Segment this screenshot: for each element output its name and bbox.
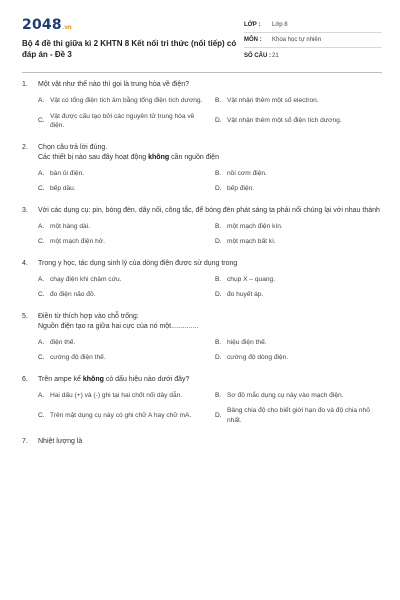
option-letter: B.: [215, 169, 222, 177]
option-letter: A.: [38, 169, 45, 177]
option-c[interactable]: [38, 184, 205, 194]
option-letter: D.: [215, 117, 222, 125]
question-number: 1.: [22, 81, 28, 88]
option-text: đo điện não đồ.: [50, 291, 96, 298]
meta-row-count: [244, 48, 382, 63]
option-c[interactable]: [38, 112, 205, 131]
question-5: [22, 312, 382, 363]
site-logo[interactable]: [22, 17, 242, 33]
option-a[interactable]: [38, 391, 205, 401]
question-6: [22, 375, 382, 426]
meta-row-subject: [244, 33, 382, 48]
question-1: [22, 80, 382, 131]
option-c[interactable]: [38, 290, 205, 300]
option-letter: B.: [215, 97, 222, 104]
question-emphasis: không: [148, 153, 170, 161]
option-letter: A.: [38, 275, 45, 283]
option-a[interactable]: [38, 338, 205, 348]
option-a[interactable]: [38, 275, 205, 285]
document-title: Bộ 4 đề thi giữa kì 2 KHTN 8 Kết nối tri thức (nối tiếp) có đáp án - Đề 3: [22, 39, 237, 59]
option-b[interactable]: [215, 391, 382, 401]
option-b[interactable]: [215, 96, 382, 106]
question-7: [22, 437, 382, 447]
question-number: 3.: [22, 206, 28, 214]
option-text: một mạch điện hở.: [50, 238, 105, 245]
option-c[interactable]: [38, 406, 205, 425]
option-d[interactable]: [215, 353, 382, 363]
option-c[interactable]: [38, 237, 205, 247]
meta-value: Khoa học tự nhiên: [272, 37, 322, 43]
option-letter: C.: [38, 291, 45, 298]
option-b[interactable]: [215, 338, 382, 348]
option-letter: C.: [38, 411, 45, 419]
option-text: Bảng chia độ cho biết giới hạn đo và độ chia nhỏ nhất.: [227, 407, 370, 424]
option-b[interactable]: [215, 222, 382, 232]
option-grid: [22, 391, 382, 426]
option-letter: D.: [215, 238, 222, 245]
option-text: Vật nhận thêm một số điện tích dương.: [227, 117, 342, 125]
question-text-line: Nguồn điện tạo ra giữa hai cực của nó một..............: [38, 322, 199, 330]
meta-key: MÔN :: [244, 37, 262, 43]
option-d[interactable]: [215, 112, 382, 131]
option-a[interactable]: [38, 222, 205, 232]
option-grid: [22, 96, 382, 131]
logo-text: 2048: [22, 17, 62, 33]
option-b[interactable]: [215, 275, 382, 285]
option-text: Vật nhận thêm một số electron.: [227, 97, 319, 104]
option-d[interactable]: [215, 290, 382, 300]
meta-key: LỚP :: [244, 22, 261, 28]
option-letter: A.: [38, 391, 45, 399]
question-text: Trong y học, tác dụng sinh lý của dòng điện được sử dụng trong: [38, 259, 238, 267]
option-text: hiệu điện thế.: [227, 338, 267, 346]
option-text: bếp dầu.: [50, 185, 76, 192]
option-letter: D.: [215, 354, 222, 361]
option-text: bàn ủi điện.: [50, 169, 85, 177]
question-text: [38, 143, 382, 163]
option-letter: B.: [215, 391, 222, 399]
meta-key: SỐ CÂU :: [244, 52, 271, 59]
option-letter: C.: [38, 185, 45, 192]
question-text-part: Trên ampe kế: [38, 375, 83, 383]
meta-value: Lớp 8: [272, 22, 288, 28]
document-header: [22, 14, 382, 63]
option-letter: A.: [38, 222, 45, 230]
option-a[interactable]: [38, 169, 205, 179]
option-letter: C.: [38, 238, 45, 245]
logo-suffix: .vn: [62, 25, 72, 31]
question-text: Một vật như thế nào thì gọi là trung hòa về điện?: [38, 81, 190, 88]
question-text-part: Các thiết bị nào sau đây hoạt động: [38, 153, 149, 161]
option-grid: [22, 169, 382, 194]
option-text: Vật được cấu tạo bởi các nguyên tử trung hòa về điện.: [50, 112, 195, 129]
question-number: 7.: [22, 438, 28, 445]
question-text-part: cần nguồn điện: [169, 153, 219, 161]
option-text: bếp điện.: [227, 185, 255, 192]
header-divider: [22, 72, 382, 73]
option-letter: B.: [215, 222, 222, 230]
option-text: chụp X – quang.: [227, 275, 276, 283]
question-3: [22, 206, 382, 247]
option-text: một mạch điện kín.: [227, 222, 283, 230]
question-number: 5.: [22, 312, 28, 320]
question-text: [38, 375, 382, 385]
question-number: 6.: [22, 375, 28, 383]
question-text: Nhiệt lượng là: [38, 438, 83, 445]
option-text: điện thế.: [50, 338, 76, 346]
option-text: một mạch bất kì.: [227, 238, 276, 245]
option-d[interactable]: [215, 406, 382, 425]
option-letter: B.: [215, 275, 222, 283]
option-text: Sơ đồ mắc dụng cụ này vào mạch điện.: [227, 391, 344, 399]
option-letter: D.: [215, 411, 222, 419]
question-text: [38, 312, 382, 332]
meta-value: 21: [272, 52, 279, 59]
option-grid: [22, 275, 382, 300]
option-letter: A.: [38, 97, 45, 104]
question-text-line: Điền từ thích hợp vào chỗ trống:: [38, 312, 139, 320]
option-text: Vật có tổng điện tích âm bằng tổng điện tích dương.: [50, 97, 203, 104]
question-text-part: có dấu hiệu nào dưới đây?: [103, 375, 190, 383]
option-letter: C.: [38, 117, 45, 125]
option-letter: D.: [215, 185, 222, 192]
option-letter: C.: [38, 354, 45, 361]
option-a[interactable]: [38, 96, 205, 106]
option-text: chạy điện khi châm cứu.: [50, 275, 122, 283]
option-letter: D.: [215, 291, 222, 298]
question-2: [22, 143, 382, 194]
option-d[interactable]: [215, 237, 382, 247]
question-text-line: [38, 153, 382, 163]
option-b[interactable]: [215, 169, 382, 179]
option-text: cường độ dòng điện.: [227, 354, 289, 361]
header-left: [22, 14, 242, 60]
question-list: [22, 80, 382, 459]
option-letter: A.: [38, 338, 45, 346]
option-grid: [22, 222, 382, 247]
question-emphasis: không: [82, 375, 104, 383]
question-number: 4.: [22, 259, 28, 267]
question-4: [22, 259, 382, 300]
option-grid: [22, 338, 382, 363]
option-text: nồi cơm điện.: [227, 169, 267, 177]
option-text: đo huyết áp.: [227, 291, 264, 298]
option-text: Trên mặt dụng cụ này có ghi chữ A hay chữ mA.: [50, 411, 192, 419]
option-c[interactable]: [38, 353, 205, 363]
option-text: một hàng dài.: [50, 222, 90, 230]
option-text: Hai dấu (+) và (-) ghi tại hai chốt nối dây dẫn.: [50, 391, 183, 399]
question-number: 2.: [22, 143, 28, 151]
meta-table: [244, 18, 382, 63]
option-letter: B.: [215, 338, 222, 346]
meta-row-class: [244, 18, 382, 33]
option-text: cường độ điện thế.: [50, 354, 106, 361]
question-text-line: Chọn câu trả lời đúng.: [38, 143, 108, 151]
question-text: Với các dụng cụ: pin, bóng đèn, dây nối, công tắc, để bóng đèn phát sáng ta phải nối chúng lại với nhau thành: [38, 206, 380, 214]
option-d[interactable]: [215, 184, 382, 194]
